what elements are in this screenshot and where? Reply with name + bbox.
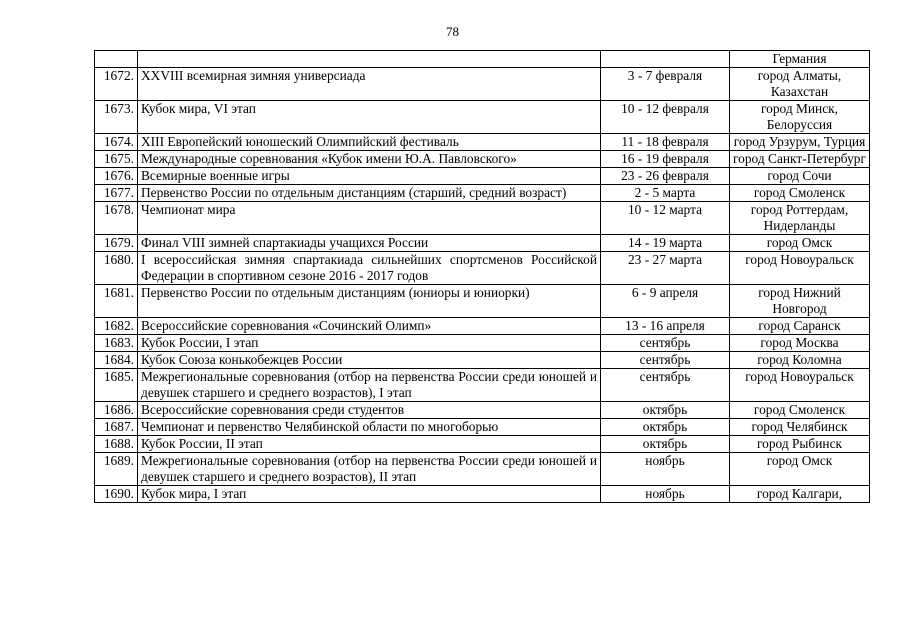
event-place: город Урзурум, Турция [730, 134, 870, 151]
event-place: город Санкт-Петербург [730, 151, 870, 168]
table-row [95, 101, 870, 134]
event-date: 16 - 19 февраля [601, 151, 730, 168]
table-row [95, 402, 870, 419]
event-date: октябрь [601, 419, 730, 436]
event-name: XIII Европейский юношеский Олимпийский фестиваль [138, 134, 601, 151]
event-name: Первенство России по отдельным дистанциям (старший, средний возраст) [138, 185, 601, 202]
table-row [95, 436, 870, 453]
event-date: 11 - 18 февраля [601, 134, 730, 151]
event-date: 10 - 12 марта [601, 202, 730, 235]
row-number: 1677. [95, 185, 138, 202]
event-place: город Калгари, [730, 486, 870, 503]
table-row [95, 419, 870, 436]
event-place: город Москва [730, 335, 870, 352]
event-name: Кубок мира, I этап [138, 486, 601, 503]
row-number: 1682. [95, 318, 138, 335]
event-place: город Омск [730, 453, 870, 486]
event-date: октябрь [601, 436, 730, 453]
event-place: город Рыбинск [730, 436, 870, 453]
event-date: сентябрь [601, 369, 730, 402]
event-name: Чемпионат и первенство Челябинской области по многоборью [138, 419, 601, 436]
row-number: 1684. [95, 352, 138, 369]
table-row [95, 453, 870, 486]
event-place: город Саранск [730, 318, 870, 335]
event-date [601, 51, 730, 68]
event-place: город Челябинск [730, 419, 870, 436]
row-number: 1676. [95, 168, 138, 185]
row-number: 1687. [95, 419, 138, 436]
event-name: Финал VIII зимней спартакиады учащихся России [138, 235, 601, 252]
table-row [95, 486, 870, 503]
row-number: 1674. [95, 134, 138, 151]
event-name: Первенство России по отдельным дистанциям (юниоры и юниорки) [138, 285, 601, 318]
row-number [95, 51, 138, 68]
event-date: сентябрь [601, 352, 730, 369]
row-number: 1680. [95, 252, 138, 285]
event-name: Кубок мира, VI этап [138, 101, 601, 134]
event-date: 10 - 12 февраля [601, 101, 730, 134]
row-number: 1689. [95, 453, 138, 486]
table-row [95, 134, 870, 151]
event-name: Международные соревнования «Кубок имени Ю.А. Павловского» [138, 151, 601, 168]
row-number: 1675. [95, 151, 138, 168]
table-row [95, 235, 870, 252]
event-place: город Роттердам, Нидерланды [730, 202, 870, 235]
table-row [95, 185, 870, 202]
table-row [95, 168, 870, 185]
event-date: 13 - 16 апреля [601, 318, 730, 335]
event-date: 6 - 9 апреля [601, 285, 730, 318]
event-date: 23 - 27 марта [601, 252, 730, 285]
table-row [95, 151, 870, 168]
row-number: 1672. [95, 68, 138, 101]
row-number: 1683. [95, 335, 138, 352]
row-number: 1673. [95, 101, 138, 134]
table-row [95, 335, 870, 352]
table-row [95, 202, 870, 235]
row-number: 1690. [95, 486, 138, 503]
event-place: Германия [730, 51, 870, 68]
table-row [95, 285, 870, 318]
event-name: Чемпионат мира [138, 202, 601, 235]
event-place: город Омск [730, 235, 870, 252]
row-number: 1679. [95, 235, 138, 252]
table-row [95, 68, 870, 101]
event-date: ноябрь [601, 486, 730, 503]
event-place: город Смоленск [730, 402, 870, 419]
row-number: 1685. [95, 369, 138, 402]
event-name: Всероссийские соревнования «Сочинский Олимп» [138, 318, 601, 335]
event-date: 2 - 5 марта [601, 185, 730, 202]
row-number: 1678. [95, 202, 138, 235]
event-date: сентябрь [601, 335, 730, 352]
event-name [138, 51, 601, 68]
table-row [95, 369, 870, 402]
event-name: I всероссийская зимняя спартакиада сильнейших спортсменов Российской Федерации в спортивном сезоне 2016 - 2017 годов [138, 252, 601, 285]
table-row-continuation [95, 51, 870, 68]
row-number: 1688. [95, 436, 138, 453]
event-place: город Новоуральск [730, 252, 870, 285]
event-name: Межрегиональные соревнования (отбор на первенства России среди юношей и девушек старшего и среднего возрастов), I этап [138, 369, 601, 402]
row-number: 1686. [95, 402, 138, 419]
event-date: 23 - 26 февраля [601, 168, 730, 185]
table-row [95, 318, 870, 335]
event-place: город Новоуральск [730, 369, 870, 402]
event-name: Межрегиональные соревнования (отбор на первенства России среди юношей и девушек старшего и среднего возрастов), II этап [138, 453, 601, 486]
event-name: Всемирные военные игры [138, 168, 601, 185]
event-date: ноябрь [601, 453, 730, 486]
event-place: город Алматы, Казахстан [730, 68, 870, 101]
event-place: город Минск, Белоруссия [730, 101, 870, 134]
table-row [95, 352, 870, 369]
event-place: город Коломна [730, 352, 870, 369]
events-table [94, 50, 870, 503]
event-name: Кубок России, I этап [138, 335, 601, 352]
event-place: город Нижний Новгород [730, 285, 870, 318]
event-date: 14 - 19 марта [601, 235, 730, 252]
event-name: Кубок России, II этап [138, 436, 601, 453]
event-name: XXVIII всемирная зимняя универсиада [138, 68, 601, 101]
page-number: 78 [446, 24, 459, 39]
event-date: октябрь [601, 402, 730, 419]
row-number: 1681. [95, 285, 138, 318]
event-name: Кубок Союза конькобежцев России [138, 352, 601, 369]
event-name: Всероссийские соревнования среди студентов [138, 402, 601, 419]
table-row [95, 252, 870, 285]
event-place: город Смоленск [730, 185, 870, 202]
event-place: город Сочи [730, 168, 870, 185]
events-table-body [95, 51, 870, 503]
event-date: 3 - 7 февраля [601, 68, 730, 101]
